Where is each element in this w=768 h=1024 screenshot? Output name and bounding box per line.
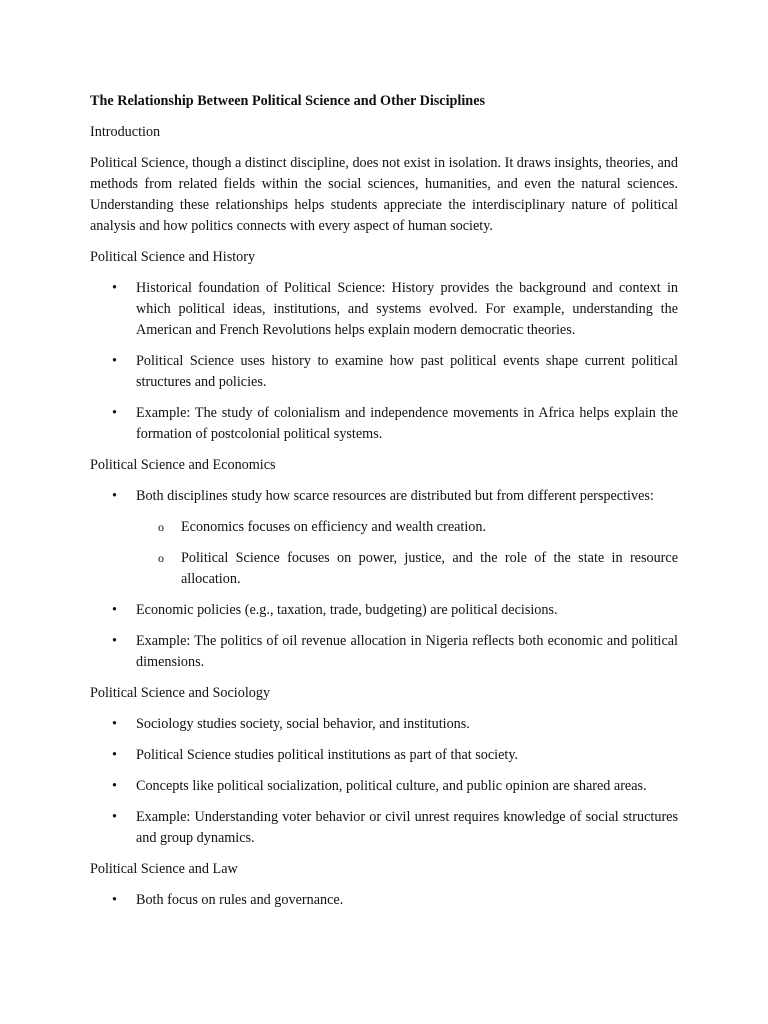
list-item-text: Historical foundation of Political Science: History provides the background and context in which political ideas, institutions, and systems evolved. For example, understanding the American and French Revolutions helps explain modern democratic theories. bbox=[136, 280, 678, 338]
list-item bbox=[90, 600, 678, 621]
list-item bbox=[90, 486, 678, 590]
section-heading-history: Political Science and History bbox=[90, 249, 256, 265]
list-item bbox=[90, 776, 678, 797]
list-item bbox=[90, 890, 678, 911]
list-item-text: Political Science studies political institutions as part of that society. bbox=[136, 747, 519, 763]
sub-list-item-text: Economics focuses on efficiency and wealth creation. bbox=[181, 519, 487, 535]
bullet-marker: • bbox=[112, 809, 117, 825]
section-heading-introduction: Introduction bbox=[90, 124, 161, 140]
bullet-marker: • bbox=[112, 716, 117, 732]
sub-bullet-marker: o bbox=[158, 551, 164, 565]
list-item bbox=[90, 351, 678, 393]
list-item-text: Example: Understanding voter behavior or civil unrest requires knowledge of social structures and group dynamics. bbox=[136, 809, 678, 846]
document-page bbox=[90, 91, 678, 921]
bullet-marker: • bbox=[112, 892, 117, 908]
bullet-marker: • bbox=[112, 747, 117, 763]
bullet-marker: • bbox=[112, 488, 117, 504]
sub-list-item bbox=[136, 517, 678, 538]
list-item bbox=[90, 745, 678, 766]
sub-list-item-text: Political Science focuses on power, justice, and the role of the state in resource allocation. bbox=[181, 550, 678, 587]
list-item-text: Both disciplines study how scarce resources are distributed but from different perspectives: bbox=[136, 488, 654, 504]
list-item-text: Political Science uses history to examine how past political events shape current political structures and policies. bbox=[136, 353, 678, 390]
section-heading-economics: Political Science and Economics bbox=[90, 457, 276, 473]
bullet-marker: • bbox=[112, 280, 117, 296]
bullet-marker: • bbox=[112, 778, 117, 794]
bullet-marker: • bbox=[112, 405, 117, 421]
introduction-paragraph: Political Science, though a distinct discipline, does not exist in isolation. It draws insights, theories, and methods from related fields within the social sciences, humanities, and even the natural sciences. Understanding these relationships helps students appreciate the interdisciplinary nature of political analysis and how politics connects with every aspect of human society. bbox=[90, 155, 678, 234]
sub-list-item bbox=[136, 548, 678, 590]
section-heading-sociology: Political Science and Sociology bbox=[90, 685, 271, 701]
list-item bbox=[90, 631, 678, 673]
list-item bbox=[90, 403, 678, 445]
list-item bbox=[90, 807, 678, 849]
economics-sub-list bbox=[136, 517, 678, 590]
document-title: The Relationship Between Political Science and Other Disciplines bbox=[90, 93, 486, 109]
list-item bbox=[90, 278, 678, 341]
list-item-text: Example: The study of colonialism and independence movements in Africa helps explain the formation of postcolonial political systems. bbox=[136, 405, 678, 442]
bullet-marker: • bbox=[112, 353, 117, 369]
list-item-text: Sociology studies society, social behavior, and institutions. bbox=[136, 716, 470, 732]
list-item-text: Example: The politics of oil revenue allocation in Nigeria reflects both economic and political dimensions. bbox=[136, 633, 678, 670]
list-item-text: Concepts like political socialization, political culture, and public opinion are shared areas. bbox=[136, 778, 647, 794]
history-bullet-list bbox=[90, 278, 678, 445]
bullet-marker: • bbox=[112, 602, 117, 618]
sociology-bullet-list bbox=[90, 714, 678, 849]
law-bullet-list bbox=[90, 890, 678, 911]
economics-bullet-list bbox=[90, 486, 678, 673]
list-item-text: Economic policies (e.g., taxation, trade, budgeting) are political decisions. bbox=[136, 602, 558, 618]
list-item-text: Both focus on rules and governance. bbox=[136, 892, 344, 908]
sub-bullet-marker: o bbox=[158, 520, 164, 534]
list-item bbox=[90, 714, 678, 735]
bullet-marker: • bbox=[112, 633, 117, 649]
section-heading-law: Political Science and Law bbox=[90, 861, 238, 877]
